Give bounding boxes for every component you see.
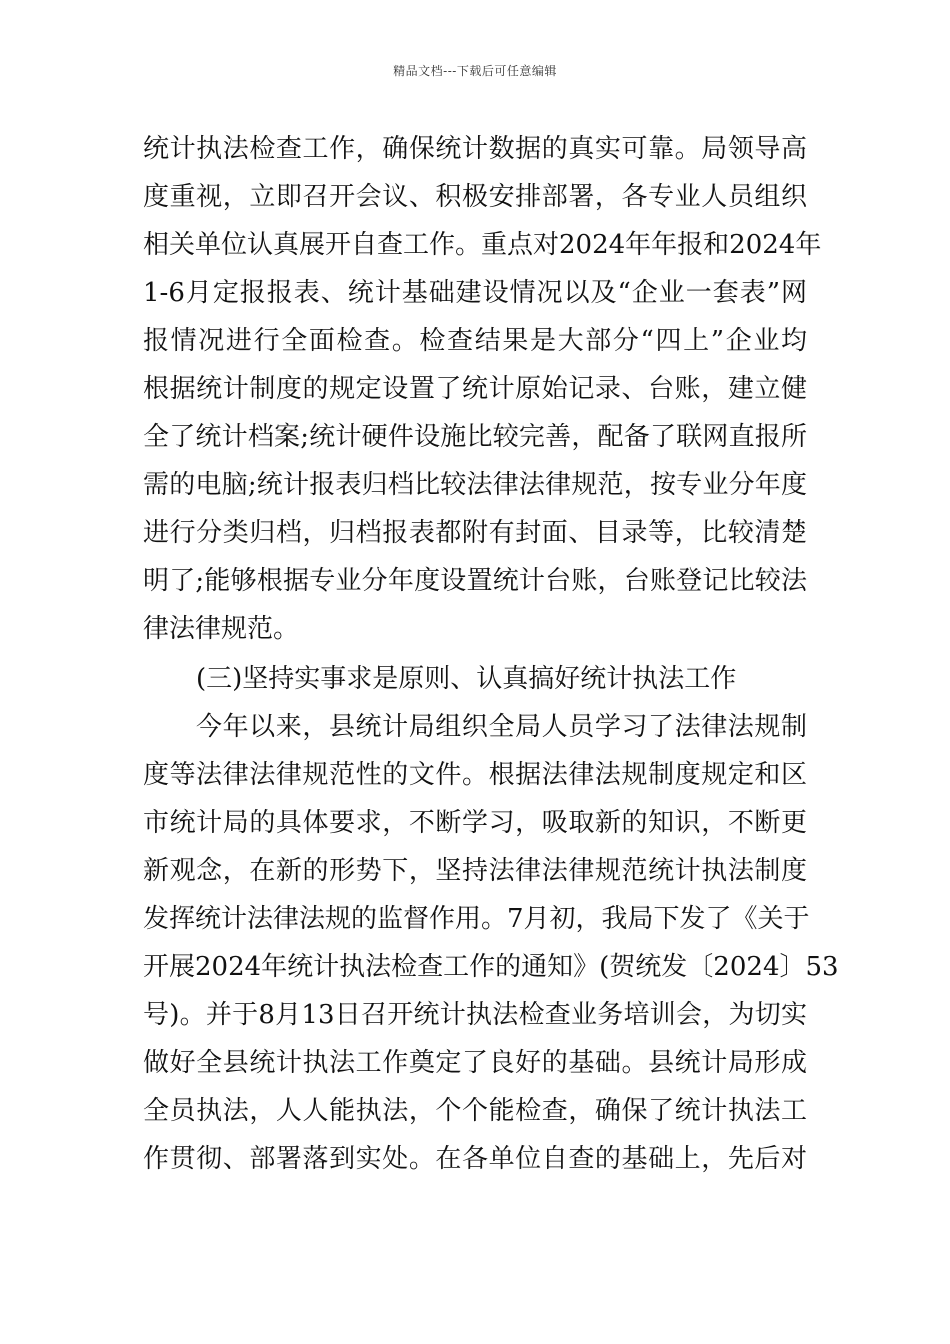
body-line: 今年以来，县统计局组织全局人员学习了法律法规制 xyxy=(196,712,807,742)
body-line: 做好全县统计执法工作奠定了良好的基础。县统计局形成 xyxy=(143,1048,807,1078)
body-line: 市统计局的具体要求，不断学习，吸取新的知识，不断更 xyxy=(143,808,807,838)
body-line: 新观念，在新的形势下，坚持法律法律规范统计执法制度 xyxy=(143,856,807,886)
section-heading: (三)坚持实事求是原则、认真搞好统计执法工作 xyxy=(196,664,737,694)
page-header: 精品文档---下载后可任意编辑 xyxy=(393,64,557,78)
body-line: 相关单位认真展开自查工作。重点对2024年年报和2024年 xyxy=(143,230,822,260)
body-line: 全员执法，人人能执法，个个能检查，确保了统计执法工 xyxy=(143,1096,807,1126)
body-line: 需的电脑;统计报表归档比较法律法律规范，按专业分年度 xyxy=(143,470,807,500)
body-line: 律法律规范。 xyxy=(143,614,300,644)
body-line: 统计执法检查工作，确保统计数据的真实可靠。局领导高 xyxy=(143,134,807,164)
body-line: 报情况进行全面检查。检查结果是大部分“四上”企业均 xyxy=(143,326,807,356)
body-line: 开展2024年统计执法检查工作的通知》(贺统发〔2024〕53 xyxy=(143,952,839,982)
body-line: 全了统计档案;统计硬件设施比较完善，配备了联网直报所 xyxy=(143,422,807,452)
body-line: 明了;能够根据专业分年度设置统计台账，台账登记比较法 xyxy=(143,566,807,596)
body-line: 号)。并于8月13日召开统计执法检查业务培训会，为切实 xyxy=(143,1000,807,1030)
body-line: 1-6月定报报表、统计基础建设情况以及“企业一套表”网 xyxy=(143,278,807,308)
body-line: 根据统计制度的规定设置了统计原始记录、台账，建立健 xyxy=(143,374,807,404)
body-line: 作贯彻、部署落到实处。在各单位自查的基础上，先后对 xyxy=(143,1144,807,1174)
body-line: 度重视，立即召开会议、积极安排部署，各专业人员组织 xyxy=(143,182,807,212)
body-line: 进行分类归档，归档报表都附有封面、目录等，比较清楚 xyxy=(143,518,807,548)
body-line: 发挥统计法律法规的监督作用。7月初，我局下发了《关于 xyxy=(143,904,810,934)
body-line: 度等法律法律规范性的文件。根据法律法规制度规定和区 xyxy=(143,760,807,790)
